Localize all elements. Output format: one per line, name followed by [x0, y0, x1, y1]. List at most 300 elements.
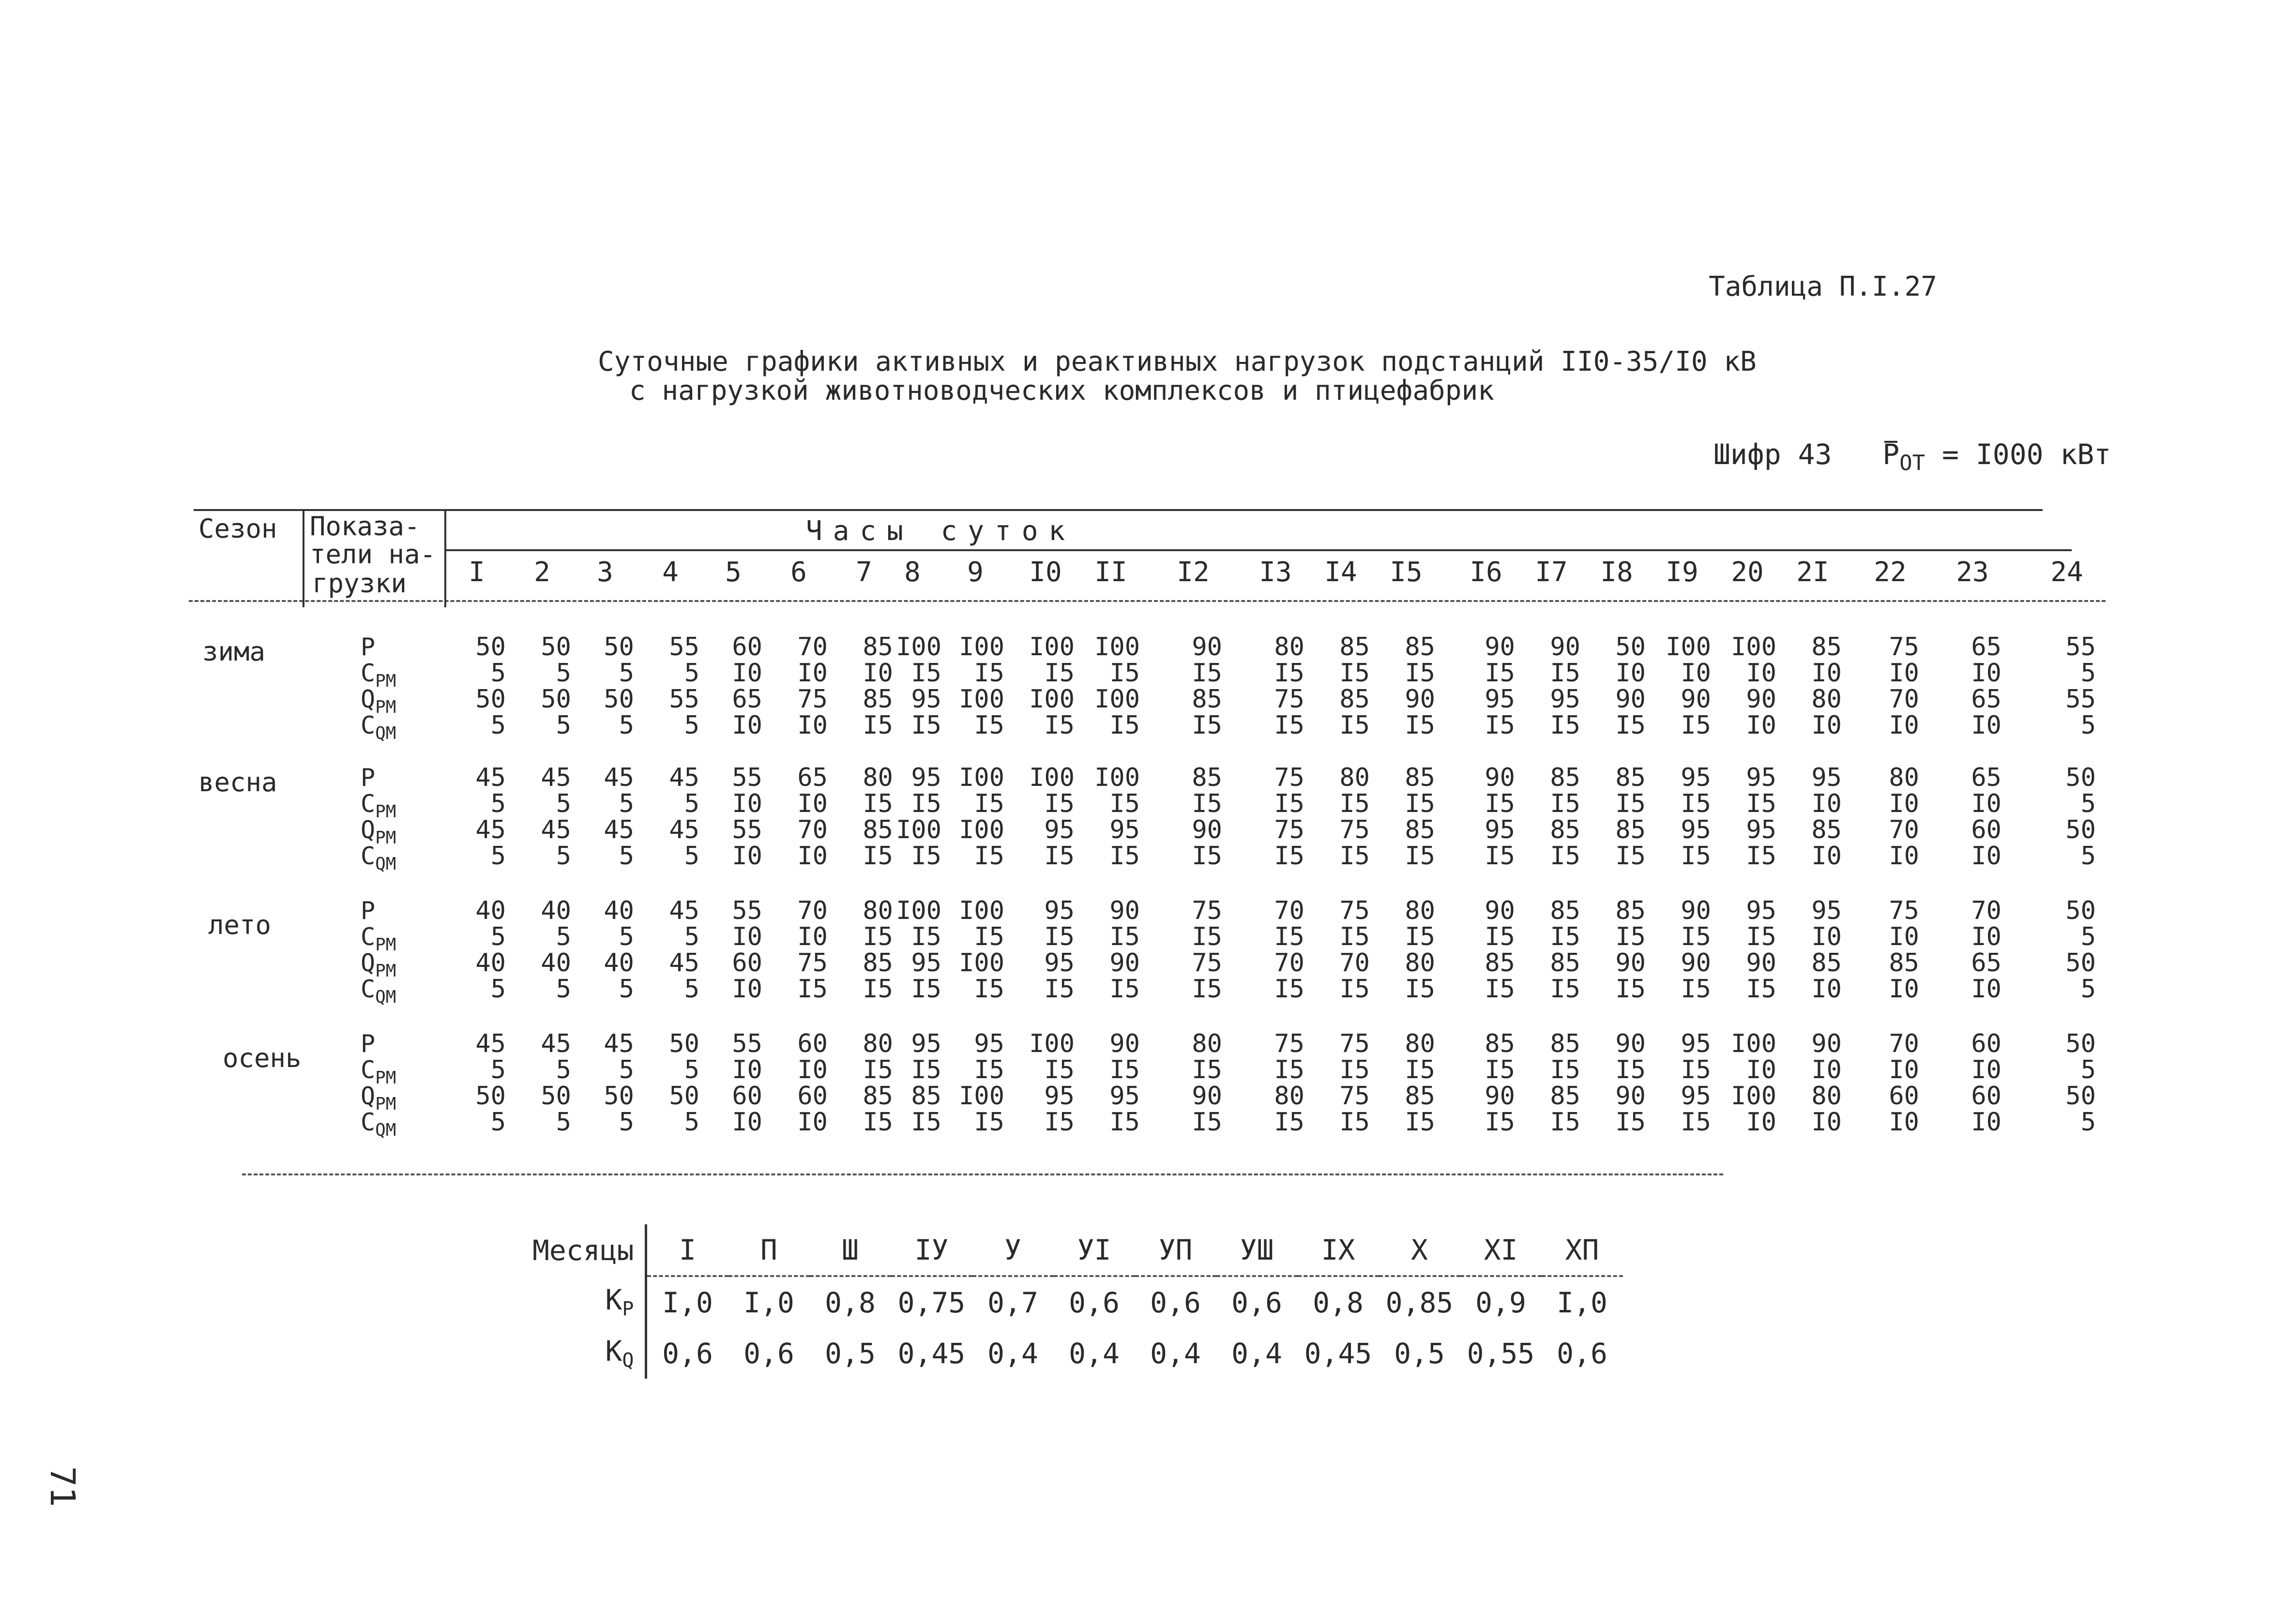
value-cp: I0: [1811, 922, 1842, 951]
hour-column: [1159, 634, 1222, 738]
table-title-line-2: с нагрузкой животноводческих комплексов и птицефабрик: [629, 375, 1494, 406]
value-p: I00: [1029, 1029, 1075, 1058]
hour-column: [1242, 898, 1304, 1002]
hour-label: I5: [1390, 556, 1423, 588]
indicator-subscript: PM: [375, 935, 396, 955]
value-p: 80: [863, 896, 893, 925]
indicator-row: [361, 659, 424, 691]
value-cp: I5: [1109, 789, 1140, 818]
value-q: 65: [1971, 685, 2001, 714]
header-divider-2: [444, 511, 446, 607]
value-q: 50: [475, 1082, 506, 1111]
indicator-subscript: PM: [375, 1094, 396, 1114]
value-cq: I5: [1109, 975, 1140, 1004]
header-indicators-2: тели на-: [310, 539, 436, 570]
value-cp: I5: [1192, 922, 1222, 951]
indicator-subscript: PM: [375, 697, 396, 717]
month-cell: УI: [1054, 1224, 1135, 1276]
value-cp: I5: [1109, 659, 1140, 688]
value-cp: I0: [1889, 922, 1919, 951]
month-cell: Ш: [810, 1224, 891, 1276]
value-p: 50: [2065, 763, 2096, 792]
indicator-row: [361, 842, 424, 874]
value-cq: I5: [1339, 842, 1370, 871]
value-p: 90: [1550, 632, 1580, 662]
value-cq: 5: [2080, 711, 2096, 740]
value-q: 50: [604, 1082, 634, 1111]
value-cp: I5: [1044, 659, 1075, 688]
kp-cell: 0,7: [987, 1286, 1038, 1319]
value-p: 85: [1405, 763, 1435, 792]
value-cp: I5: [1615, 789, 1646, 818]
value-cq: 5: [684, 975, 699, 1004]
value-q: 85: [1550, 815, 1580, 844]
value-cq: 5: [619, 1108, 634, 1137]
value-cp: I5: [1485, 922, 1515, 951]
hour-column: [765, 1031, 828, 1135]
hour-label: 22: [1874, 556, 1907, 588]
hour-column: [699, 898, 762, 1002]
p-symbol: P: [1882, 438, 1900, 471]
value-q: I00: [1731, 1082, 1776, 1111]
value-q: 90: [1485, 1082, 1515, 1111]
hour-column: [765, 765, 828, 869]
value-cq: I5: [1681, 711, 1711, 740]
value-cq: I5: [1485, 1108, 1515, 1137]
indicator-subscript: QM: [375, 723, 396, 743]
value-cp: I5: [1746, 922, 1776, 951]
value-cq: 5: [556, 842, 571, 871]
value-cq: I0: [732, 711, 762, 740]
hour-label: I9: [1666, 556, 1698, 588]
indicator-labels: [361, 897, 424, 1007]
value-p: I00: [1094, 763, 1140, 792]
hour-column: [1517, 898, 1580, 1002]
value-cp: I0: [732, 659, 762, 688]
hour-label: I7: [1535, 556, 1568, 588]
value-p: 90: [1485, 763, 1515, 792]
table-title-line-1: Суточные графики активных и реактивных нагрузок подстанций II0-35/I0 кВ: [598, 346, 1757, 377]
value-cq: I5: [911, 711, 941, 740]
value-cq: I0: [1971, 711, 2001, 740]
hour-column: [571, 898, 634, 1002]
kp-cell: 0,85: [1385, 1286, 1454, 1319]
season-autumn: осень: [223, 1043, 302, 1073]
value-cp: 5: [684, 922, 699, 951]
value-p: 95: [1746, 896, 1776, 925]
value-q: 70: [1274, 948, 1304, 977]
kq-cell: 0,4: [987, 1337, 1038, 1370]
kq-cell: 0,6: [662, 1337, 713, 1370]
value-cp: 5: [684, 789, 699, 818]
value-cq: I5: [1681, 975, 1711, 1004]
value-q: 70: [1339, 948, 1370, 977]
value-cp: I5: [1615, 1055, 1646, 1084]
value-cp: I5: [1681, 922, 1711, 951]
value-cp: I5: [1339, 922, 1370, 951]
value-cp: 5: [2080, 789, 2096, 818]
indicator-subscript: PM: [375, 828, 396, 848]
kp-cell: 0,6: [1150, 1286, 1201, 1319]
value-p: 85: [1192, 763, 1222, 792]
value-q: 85: [1889, 948, 1919, 977]
value-p: 95: [974, 1029, 1004, 1058]
month-cell: УШ: [1216, 1224, 1298, 1276]
value-p: 50: [475, 632, 506, 662]
months-table: [532, 1224, 1623, 1379]
kq-cell: 0,55: [1467, 1337, 1535, 1370]
hour-column: [1307, 634, 1370, 738]
value-cq: 5: [556, 711, 571, 740]
hour-column: [571, 634, 634, 738]
value-q: 90: [1746, 685, 1776, 714]
value-p: 40: [604, 896, 634, 925]
value-cp: 5: [2080, 922, 2096, 951]
value-q: 95: [911, 685, 941, 714]
kp-label: [532, 1276, 646, 1328]
value-cq: I5: [1274, 842, 1304, 871]
hour-column: [1077, 1031, 1140, 1135]
indicator-subscript: PM: [375, 961, 396, 981]
value-cq: I0: [797, 842, 828, 871]
hour-column: [1939, 1031, 2001, 1135]
value-cp: I0: [1971, 1055, 2001, 1084]
value-q: 95: [1550, 685, 1580, 714]
value-p: 45: [475, 763, 506, 792]
value-p: 60: [732, 632, 762, 662]
hour-column: [1713, 1031, 1776, 1135]
indicator-row: [361, 634, 424, 660]
value-cp: I5: [1192, 789, 1222, 818]
hour-column: [1372, 898, 1435, 1002]
value-q: 60: [1889, 1082, 1919, 1111]
value-p: 80: [863, 1029, 893, 1058]
value-cp: I0: [1971, 922, 2001, 951]
value-q: 75: [1274, 815, 1304, 844]
hour-label: I0: [1029, 556, 1062, 588]
value-cp: I5: [1044, 922, 1075, 951]
value-p: 85: [1405, 632, 1435, 662]
value-cp: I5: [911, 659, 941, 688]
hour-column: [508, 898, 571, 1002]
value-p: 85: [863, 632, 893, 662]
hour-column: [1372, 634, 1435, 738]
cipher-text: Шифр 43: [1713, 438, 1832, 471]
kq-label: [532, 1328, 646, 1379]
hour-column: [1779, 898, 1842, 1002]
hour-label: 8: [904, 556, 921, 588]
hour-column: [1372, 765, 1435, 869]
indicator-row: [361, 898, 424, 924]
indicator-symbol: C: [361, 975, 376, 1003]
value-p: 80: [1405, 1029, 1435, 1058]
value-cq: 5: [490, 975, 506, 1004]
value-q: 50: [604, 685, 634, 714]
value-p: 50: [669, 1029, 699, 1058]
hour-label: 20: [1731, 556, 1764, 588]
hour-label: I2: [1177, 556, 1210, 588]
indicator-row: [361, 1031, 424, 1057]
value-p: 90: [1681, 896, 1711, 925]
value-q: 85: [863, 815, 893, 844]
hour-column: [1159, 765, 1222, 869]
hour-column: [879, 765, 941, 869]
value-q: 85: [863, 1082, 893, 1111]
value-cq: I5: [1615, 842, 1646, 871]
hour-column: [699, 1031, 762, 1135]
value-q: 55: [669, 685, 699, 714]
value-p: 95: [1811, 763, 1842, 792]
value-cq: I0: [1971, 975, 2001, 1004]
value-cp: I5: [1274, 789, 1304, 818]
value-q: 50: [669, 1082, 699, 1111]
value-q: I00: [959, 1082, 1004, 1111]
indicator-row: [361, 1108, 424, 1140]
indicator-row: [361, 685, 424, 717]
value-p: 55: [669, 632, 699, 662]
value-q: 60: [732, 1082, 762, 1111]
value-p: 60: [1971, 1029, 2001, 1058]
value-p: I00: [1666, 632, 1711, 662]
value-cq: I0: [1811, 1108, 1842, 1137]
value-q: 85: [1550, 1082, 1580, 1111]
value-p: 70: [797, 896, 828, 925]
value-cq: I5: [1681, 1108, 1711, 1137]
indicator-symbol: Q: [361, 816, 376, 844]
value-cp: I0: [1889, 659, 1919, 688]
indicator-symbol: C: [361, 842, 376, 870]
kq-cell: 0,4: [1069, 1337, 1120, 1370]
value-cp: I5: [1109, 922, 1140, 951]
value-cp: I5: [1405, 922, 1435, 951]
value-p: 75: [1274, 763, 1304, 792]
value-cq: I5: [911, 842, 941, 871]
value-q: 90: [1681, 948, 1711, 977]
value-cq: I5: [1550, 1108, 1580, 1137]
value-cq: I5: [1405, 975, 1435, 1004]
value-q: 80: [1811, 685, 1842, 714]
value-cq: I5: [863, 1108, 893, 1137]
value-cp: 5: [684, 1055, 699, 1084]
value-q: 65: [1971, 948, 2001, 977]
value-p: 90: [1192, 632, 1222, 662]
hour-column: [571, 765, 634, 869]
value-p: I00: [1731, 632, 1776, 662]
value-q: 85: [1192, 685, 1222, 714]
value-cp: I5: [863, 922, 893, 951]
value-cq: I5: [797, 975, 828, 1004]
hour-column: [1779, 634, 1842, 738]
value-p: 80: [1889, 763, 1919, 792]
indicator-symbol: P: [361, 633, 376, 661]
hour-label: I6: [1470, 556, 1502, 588]
value-cq: I0: [1889, 842, 1919, 871]
value-cq: I0: [1889, 1108, 1919, 1137]
value-cq: I5: [974, 1108, 1004, 1137]
value-p: 45: [604, 763, 634, 792]
value-q: 90: [1615, 948, 1646, 977]
header-season: Сезон: [198, 513, 277, 544]
months-label: Месяцы: [532, 1224, 646, 1276]
value-p: 90: [1109, 896, 1140, 925]
month-cell: X: [1379, 1224, 1460, 1276]
hour-column: [637, 1031, 699, 1135]
value-cp: I5: [974, 1055, 1004, 1084]
value-q: 45: [604, 815, 634, 844]
value-p: 75: [1339, 896, 1370, 925]
value-p: 45: [604, 1029, 634, 1058]
indicator-symbol: C: [361, 1056, 376, 1084]
value-cq: I5: [1615, 711, 1646, 740]
hour-column: [1452, 765, 1515, 869]
hour-column: [1452, 898, 1515, 1002]
hour-column: [941, 898, 1004, 1002]
value-q: 90: [1192, 815, 1222, 844]
value-cp: I5: [1550, 922, 1580, 951]
value-cp: I5: [974, 789, 1004, 818]
value-cq: I5: [1746, 975, 1776, 1004]
value-q: 80: [1811, 1082, 1842, 1111]
value-q: 85: [1405, 815, 1435, 844]
value-p: 85: [1615, 896, 1646, 925]
value-cq: I0: [797, 711, 828, 740]
value-cq: I0: [1971, 1108, 2001, 1137]
value-cq: I5: [1615, 975, 1646, 1004]
value-cq: 5: [684, 711, 699, 740]
hour-column: [941, 634, 1004, 738]
value-cp: I5: [974, 659, 1004, 688]
header-indicators-1: Показа-: [310, 511, 420, 541]
value-q: 95: [1044, 1082, 1075, 1111]
hour-column: [1012, 898, 1075, 1002]
kp-cell: 0,8: [825, 1286, 876, 1319]
value-cq: 5: [556, 1108, 571, 1137]
value-cp: 5: [556, 789, 571, 818]
hour-column: [1372, 1031, 1435, 1135]
indicator-symbol: C: [361, 711, 376, 739]
value-cp: 5: [619, 922, 634, 951]
hour-column: [1159, 1031, 1222, 1135]
value-cq: 5: [2080, 842, 2096, 871]
value-cq: I5: [911, 1108, 941, 1137]
value-q: 95: [1746, 815, 1776, 844]
hour-column: [1713, 898, 1776, 1002]
value-cp: I5: [1274, 922, 1304, 951]
table-label: Таблица П.I.27: [1709, 271, 1938, 302]
value-cq: I0: [1889, 711, 1919, 740]
value-p: 90: [1485, 896, 1515, 925]
hour-column: [1307, 898, 1370, 1002]
indicator-row: [361, 1056, 424, 1088]
value-p: 50: [2065, 1029, 2096, 1058]
hour-label: 6: [790, 556, 807, 588]
hour-column: [2033, 634, 2096, 738]
value-cp: I5: [1109, 1055, 1140, 1084]
value-q: 50: [2065, 948, 2096, 977]
value-cq: I5: [1274, 711, 1304, 740]
value-p: 50: [1615, 632, 1646, 662]
kp-cell: 0,8: [1313, 1286, 1364, 1319]
hour-column: [879, 898, 941, 1002]
value-cp: I5: [1681, 1055, 1711, 1084]
hour-column: [1713, 634, 1776, 738]
value-cp: I0: [1811, 1055, 1842, 1084]
value-q: 95: [1681, 1082, 1711, 1111]
value-cp: I0: [1811, 659, 1842, 688]
value-cq: I5: [974, 842, 1004, 871]
hour-label: I4: [1324, 556, 1357, 588]
value-cq: I5: [1109, 842, 1140, 871]
value-cp: I5: [1746, 789, 1776, 818]
hour-column: [1012, 634, 1075, 738]
hour-column: [1307, 765, 1370, 869]
hour-column: [1939, 898, 2001, 1002]
value-cq: I5: [1339, 975, 1370, 1004]
value-p: 55: [732, 896, 762, 925]
value-cp: I5: [1615, 922, 1646, 951]
value-cp: I0: [732, 922, 762, 951]
value-cq: 5: [684, 1108, 699, 1137]
value-cp: I5: [1485, 1055, 1515, 1084]
value-cq: I5: [1274, 1108, 1304, 1137]
value-p: 95: [911, 763, 941, 792]
hour-label: I8: [1600, 556, 1633, 588]
value-q: 85: [911, 1082, 941, 1111]
value-cq: I0: [1746, 1108, 1776, 1137]
hours-title-rule: [445, 549, 2072, 551]
indicator-row: [361, 949, 424, 981]
value-p: 45: [475, 1029, 506, 1058]
indicator-row: [361, 790, 424, 822]
value-p: 95: [911, 1029, 941, 1058]
value-q: 45: [669, 815, 699, 844]
hour-column: [699, 765, 762, 869]
value-p: 50: [541, 632, 571, 662]
value-cp: I5: [1485, 789, 1515, 818]
value-q: 75: [1339, 815, 1370, 844]
indicator-symbol: C: [361, 1108, 376, 1136]
value-q: 55: [732, 815, 762, 844]
hour-column: [1856, 898, 1919, 1002]
hour-label: 23: [1956, 556, 1989, 588]
value-cp: I0: [1811, 789, 1842, 818]
value-cq: 5: [2080, 975, 2096, 1004]
p-value: = I000 кВт: [1942, 438, 2111, 471]
value-q: 85: [1485, 948, 1515, 977]
value-cq: I5: [1044, 842, 1075, 871]
value-p: 55: [732, 1029, 762, 1058]
value-cq: I5: [1274, 975, 1304, 1004]
hour-column: [2033, 1031, 2096, 1135]
hour-label: 2: [534, 556, 550, 588]
kq-cell: 0,45: [897, 1337, 966, 1370]
value-q: 40: [604, 948, 634, 977]
kq-cell: 0,4: [1150, 1337, 1201, 1370]
value-cp: I0: [797, 922, 828, 951]
hour-column: [637, 765, 699, 869]
month-cell: IX: [1298, 1224, 1379, 1276]
hour-label: 9: [967, 556, 984, 588]
value-p: 90: [1615, 1029, 1646, 1058]
value-cp: I5: [863, 1055, 893, 1084]
value-p: 45: [669, 896, 699, 925]
hour-column: [765, 898, 828, 1002]
value-cp: I5: [1339, 1055, 1370, 1084]
value-q: 95: [1109, 1082, 1140, 1111]
indicator-subscript: QM: [375, 854, 396, 874]
kp-cell: 0,9: [1475, 1286, 1526, 1319]
indicator-row: [361, 816, 424, 848]
